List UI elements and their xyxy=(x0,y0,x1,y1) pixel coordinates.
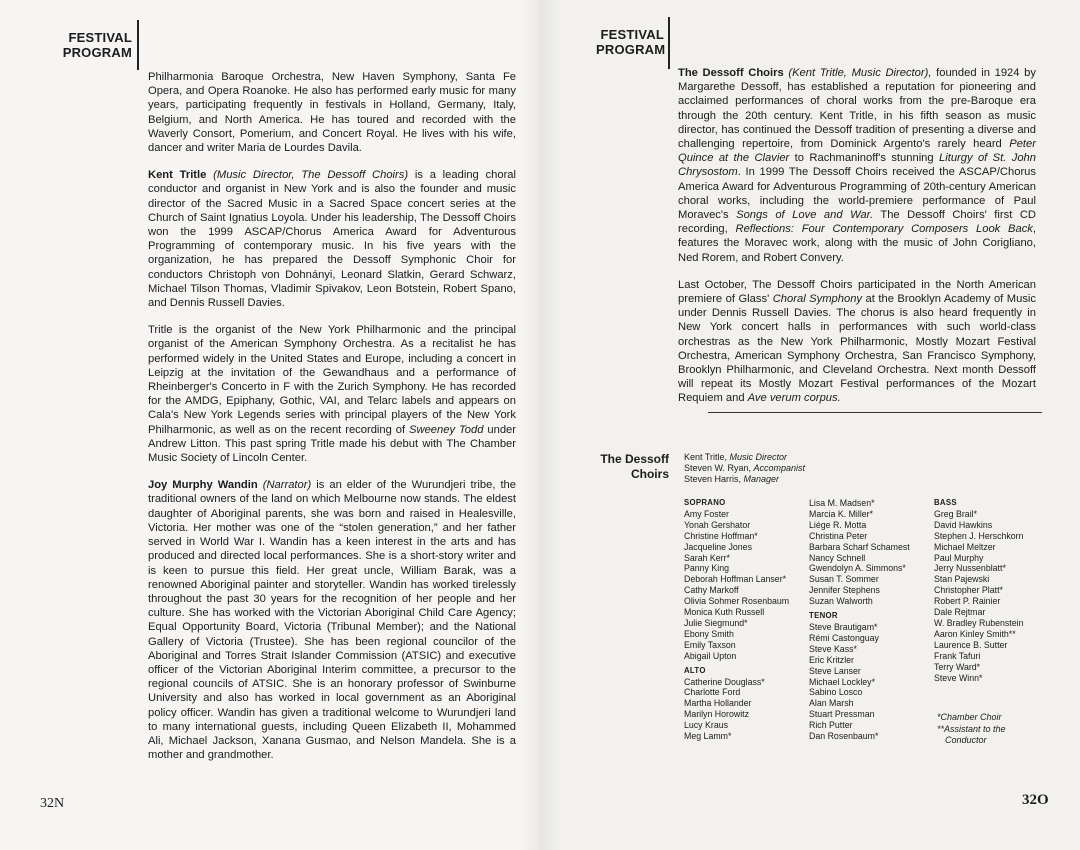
bio-role: (Narrator) xyxy=(262,479,312,492)
member-name: Sabino Losco xyxy=(809,687,863,698)
roster-heading: The Dessoff Choirs xyxy=(600,452,669,481)
right-column-text xyxy=(678,66,1036,419)
member-name: Stephen J. Herschkorn xyxy=(934,530,1024,541)
member-name: Christina Peter xyxy=(809,530,868,541)
member-name: Aaron Kinley Smith** xyxy=(934,628,1016,639)
member-name: Marcia K. Miller* xyxy=(809,508,874,519)
member-name: Steve Kass* xyxy=(809,643,857,654)
member-name: Stuart Pressman xyxy=(809,709,875,720)
member-name: Jennifer Stephens xyxy=(809,585,880,596)
member-name: Amy Foster xyxy=(684,508,729,519)
page-number-left: 32N xyxy=(40,796,65,811)
header-program: PROGRAM xyxy=(596,42,666,57)
member-name: Liége R. Motta xyxy=(809,519,867,530)
section-label-soprano: SOPRANO xyxy=(684,498,726,507)
section-divider xyxy=(708,412,1042,413)
member-name: Paul Murphy xyxy=(934,552,984,563)
member-name: Martha Hollander xyxy=(684,698,752,709)
last-october-paragraph: Last October, The Dessoff Choirs participated in the North American premiere of Glass' Choral Symphony at the Brooklyn Academy of Music under Dennis Russell Davies. The chorus is also heard frequently in New York concert halls in performances with such world-class orchestras as the New York Philharmonic, Mostly Mozart Festival Orchestra, American Symphony Orchestra, San Francisco Symphony, Brooklyn Philharmonic, and Cleveland Orchestra. Next month Dessoff will repeat its Mostly Mozart Festival performances of the Mozart Requiem and Ave verum corpus. xyxy=(678,278,1036,405)
member-name: Barbara Scharf Schamest xyxy=(809,541,910,552)
member-name: Meg Lamm* xyxy=(684,731,732,742)
member-name: Deborah Hoffman Lanser* xyxy=(684,574,787,585)
member-name: Cathy Markoff xyxy=(684,585,739,596)
member-name: Susan T. Sommer xyxy=(809,574,879,585)
member-name: Alan Marsh xyxy=(809,698,854,709)
member-name: Panny King xyxy=(684,563,729,574)
member-name: Dale Rejtmar xyxy=(934,607,986,618)
member-name: Rémi Castonguay xyxy=(809,632,879,643)
staff-entry: Kent Tritle, Music Director xyxy=(684,452,788,462)
member-name: Marilyn Horowitz xyxy=(684,709,750,720)
bass-list xyxy=(934,509,1023,684)
member-name: Steve Winn* xyxy=(934,672,983,683)
roster-column-3 xyxy=(934,498,1023,683)
dessoff-choirs-paragraph: The Dessoff Choirs (Kent Tritle, Music Director), founded in 1924 by Margarethe Dessoff, has established a reputation for pioneering and acclaimed performances of choral works from the pre-Baroque era through the 20th century. Kent Tritle, in his fifth season as music director, has continued the Dessoff tradition of presenting a diverse and challenging repertoire, from Dominick Argento's rarely heard Peter Quince at the Clavier to Rachmaninoff's stunning Liturgy of St. John Chrysostom. In 1999 The Dessoff Choirs received the ASCAP/Chorus America Award for Adventurous Programming of 20th-century American choral works, including the world-premiere performance of Paul Moravec's Songs of Love and War. The Dessoff Choirs' first CD recording, Reflections: Four Contemporary Composers Look Back, features the Moravec work, along with the music of John Corigliano, Ned Rorem, and Robert Convery. xyxy=(678,67,1036,264)
header-rule xyxy=(668,17,670,69)
member-name: Greg Brail* xyxy=(934,508,978,519)
member-name: David Hawkins xyxy=(934,519,993,530)
member-name: Dan Rosenbaum* xyxy=(809,731,879,742)
member-name: Laurence B. Sutter xyxy=(934,639,1008,650)
member-name: Rich Putter xyxy=(809,720,853,731)
member-name: Olivia Sohmer Rosenbaum xyxy=(684,596,790,607)
member-name: Jerry Nussenblatt* xyxy=(934,563,1006,574)
footnote-assistant: **Assistant to the xyxy=(937,723,1006,734)
member-name: Lucy Kraus xyxy=(684,720,729,731)
bio-role: (Music Director, The Dessoff Choirs) xyxy=(213,169,409,182)
staff-entry: Steven Harris, Manager xyxy=(684,474,780,485)
footnote-assistant-cont: Conductor xyxy=(945,735,987,745)
member-name: Stan Pajewski xyxy=(934,574,990,585)
member-name: Gwendolyn A. Simmons* xyxy=(809,563,906,574)
member-name: Jacqueline Jones xyxy=(684,541,752,552)
bio-name: Joy Murphy Wandin xyxy=(148,479,258,492)
member-name: Yonah Gershator xyxy=(684,519,751,530)
left-column-text xyxy=(148,70,516,775)
member-name: Nancy Schnell xyxy=(809,552,866,563)
roster-column-2 xyxy=(809,498,910,742)
member-name: Michael Lockley* xyxy=(809,676,876,687)
member-name: Emily Taxson xyxy=(684,639,736,650)
member-name: Eric Kritzler xyxy=(809,654,854,665)
bio-name: Kent Tritle xyxy=(148,169,207,182)
member-name: Catherine Douglass* xyxy=(684,676,765,687)
member-name: Steve Brautigam* xyxy=(809,621,878,632)
member-name: Suzan Walworth xyxy=(809,596,873,607)
right-running-header xyxy=(596,27,664,57)
member-name: Michael Meltzer xyxy=(934,541,996,552)
member-name: Christopher Platt* xyxy=(934,585,1003,596)
section-label-tenor: TENOR xyxy=(809,611,838,621)
member-name: Terry Ward* xyxy=(934,661,981,672)
member-name: Julie Siegmund* xyxy=(684,617,748,628)
kent-tritle-bio: Kent Tritle (Music Director, The Dessoff Choirs) is a leading choral conductor and organist in New York and is also the founder and music director of the Sacred Music in a Sacred Space concert series at the Church of Saint Ignatius Loyola. Under his leadership, The Dessoff Choirs won the 1999 ASCAP/Chorus America Award for Adventurous Programming of contemporary music. In his five years with the organization, he has prepared the Dessoff Symphonic Choir for conductors Christoph von Dohnányi, Leonard Slatkin, Gerard Schwarz, Michael Tilson Thomas, Vladimir Spivakov, Leon Botstein, Robert Spano, and Dennis Russell Davies. xyxy=(148,169,517,310)
roster-footnotes xyxy=(937,712,1006,747)
header-program: PROGRAM xyxy=(62,45,132,60)
bio-continuation: Philharmonia Baroque Orchestra, New Haven Symphony, Santa Fe Opera, and Opera Roanoke. He also has performed early music for many years, participating frequently in festivals in Holland, Germany, Italy, Belgium, and North America. He has toured and recorded with the Waverly Consort, Pomerium, and Concert Royal. He lives with his wife, dancer and writer Maria de Lourdes Davila. xyxy=(148,71,516,155)
member-name: W. Bradley Rubenstein xyxy=(934,617,1024,628)
member-name: Monica Kuth Russell xyxy=(684,607,765,618)
page-number-right: 32O xyxy=(1022,792,1049,808)
section-label-alto: ALTO xyxy=(684,665,706,675)
choir-staff-list xyxy=(684,452,805,486)
member-name: Sarah Kerr* xyxy=(684,552,730,563)
member-name: Lisa M. Madsen* xyxy=(809,498,875,508)
joy-murphy-wandin-bio: Joy Murphy Wandin (Narrator) is an elder of the Wurundjeri tribe, the traditional owners of the land on which Melbourne now stands. The eldest daughter of Aboriginal parents, she was born and raised in Healesville, Victoria. Her mother was one of the “stolen generation,” and her father served in World War I. Wandin has a keen interest in the arts and has produced and directed local performances. She is a short-story writer and is keen to pursue this field. Her great uncle, William Barak, was a renowned Aboriginal painter and storyteller. Wandin has worked tirelessly throughout the past 30 years for the recognition of her people and her culture. She has worked with the Victorian Aboriginal Child Care Agency; Equal Opportunity Board, Victoria (Tribunal Member); and the National Gallery of Victoria (Trustee). She has been regional councilor of the Aboriginal and Torres Strait Islander Commission (ATSIC) and executive officer of the Victorian Aboriginal Interim committee, a precursor to the regional councils of ATSIC. She is an honorary professor of Swinburne University and also has worked in local government as an Aboriginal policy officer. Wandin has given a traditional welcome to Wurundjeri land to many international guests, including Queen Elizabeth II, Mohammed Ali, Michael Jackson, Xanana Gusmao, and Nelson Mandela. She is a mother and grandmother. xyxy=(148,479,516,762)
alto-list xyxy=(684,677,789,742)
header-festival: FESTIVAL xyxy=(600,27,664,42)
member-name: Steve Lanser xyxy=(809,665,861,676)
soprano-list xyxy=(684,509,789,662)
roster-column-1 xyxy=(684,498,789,742)
header-rule xyxy=(137,20,139,70)
member-name: Abigail Upton xyxy=(684,650,737,661)
member-name: Charlotte Ford xyxy=(684,687,741,698)
tritle-organist-paragraph: Tritle is the organist of the New York Philharmonic and the principal organist of the American Symphony Orchestra. As a recitalist he has performed widely in the United States and Europe, including a concert in Leipzig at the invitation of the Gewandhaus and a performance of Rheinberger's Concerto in F with the Zurich Symphony. He has recorded for the AMDG, Epiphany, Gothic, VAI, and Telarc labels and appears on Cala's New York Legends series with principal players of the New York Philharmonic, as well as on the recent recording of Sweeney Todd under Andrew Litton. This past spring Tritle made his debut with The Chamber Music Society of Lincoln Center. xyxy=(148,324,516,465)
tenor-list xyxy=(809,622,910,742)
member-name: Robert P. Rainier xyxy=(934,596,1001,607)
member-name: Ebony Smith xyxy=(684,628,734,639)
member-name: Christine Hoffman* xyxy=(684,530,758,541)
alto-list-continued xyxy=(809,498,910,607)
book-gutter xyxy=(520,0,560,850)
footnote-chamber-choir: *Chamber Choir xyxy=(937,712,1002,722)
section-label-bass: BASS xyxy=(934,498,957,507)
staff-entry: Steven W. Ryan, Accompanist xyxy=(684,463,806,474)
header-festival: FESTIVAL xyxy=(68,30,132,45)
member-name: Frank Tafuri xyxy=(934,650,981,661)
left-running-header xyxy=(60,30,132,60)
